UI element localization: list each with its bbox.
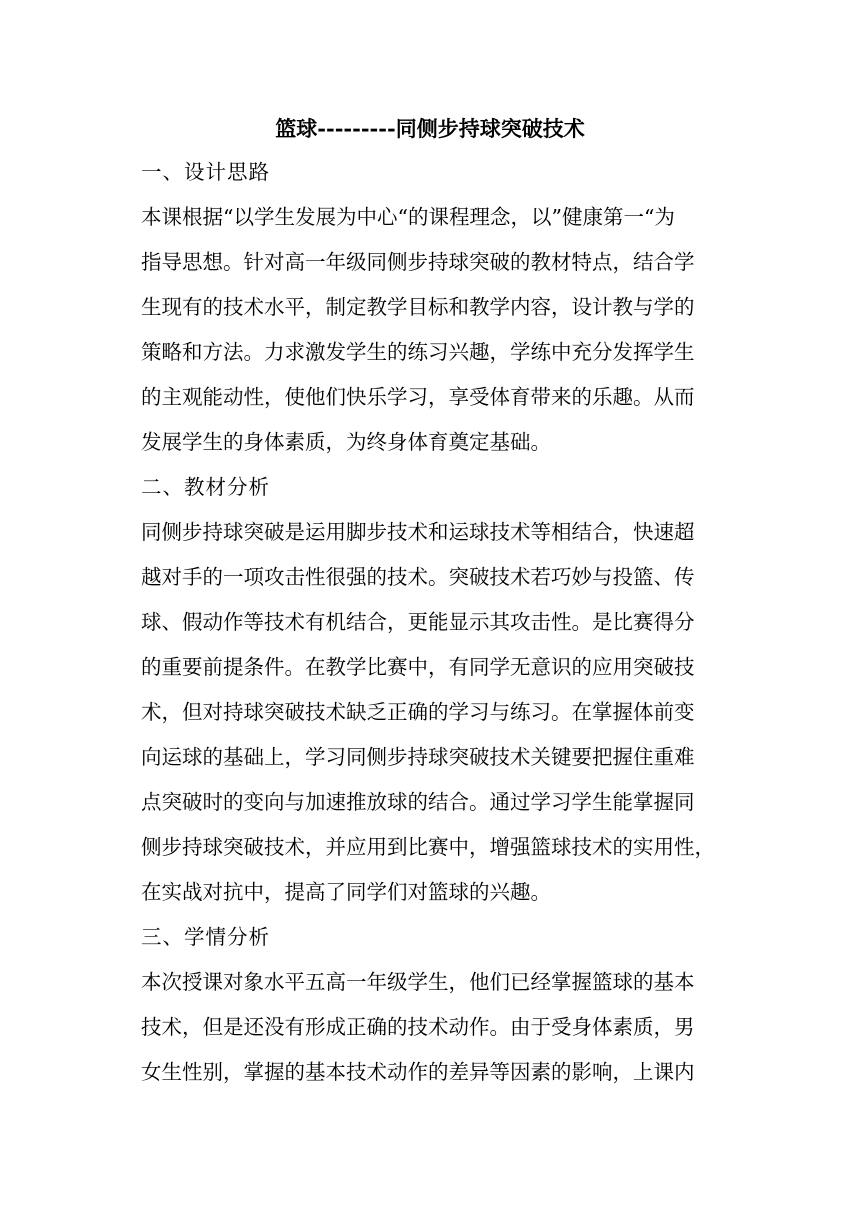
paragraph-line: 球、假动作等技术有机结合，更能显示其攻击性。是比赛得分 — [141, 610, 695, 634]
section-heading: 二、教材分析 — [141, 475, 270, 499]
paragraph-line: 的重要前提条件。在教学比赛中，有同学无意识的应用突破技 — [141, 655, 695, 679]
paragraph-line: 本次授课对象水平五高一年级学生，他们已经掌握篮球的基本 — [141, 970, 695, 994]
paragraph-line: 本课根据“以学生发展为中心“的课程理念，以”健康第一“为 — [141, 205, 675, 229]
section-heading: 三、学情分析 — [141, 925, 270, 949]
section-heading: 一、设计思路 — [141, 160, 270, 184]
paragraph-line: 策略和方法。力求激发学生的练习兴趣，学练中充分发挥学生 — [141, 340, 695, 364]
paragraph-line: 越对手的一项攻击性很强的技术。突破技术若巧妙与投篮、传 — [141, 565, 695, 589]
paragraph-line: 技术，但是还没有形成正确的技术动作。由于受身体素质，男 — [141, 1015, 695, 1039]
paragraph-line: 的主观能动性，使他们快乐学习，享受体育带来的乐趣。从而 — [141, 385, 695, 409]
paragraph-line: 在实战对抗中，提高了同学们对篮球的兴趣。 — [141, 880, 551, 904]
paragraph-line: 侧步持球突破技术，并应用到比赛中，增强篮球技术的实用性， — [141, 835, 715, 859]
paragraph-line: 同侧步持球突破是运用脚步技术和运球技术等相结合，快速超 — [141, 520, 695, 544]
paragraph-line: 术，但对持球突破技术缺乏正确的学习与练习。在掌握体前变 — [141, 700, 695, 724]
paragraph-line: 指导思想。针对高一年级同侧步持球突破的教材特点，结合学 — [141, 250, 695, 274]
paragraph-line: 点突破时的变向与加速推放球的结合。通过学习学生能掌握同 — [141, 790, 695, 814]
paragraph-line: 发展学生的身体素质，为终身体育奠定基础。 — [141, 430, 551, 454]
paragraph-line: 生现有的技术水平，制定教学目标和教学内容，设计教与学的 — [141, 295, 695, 319]
paragraph-line: 女生性别，掌握的基本技术动作的差异等因素的影响，上课内 — [141, 1060, 695, 1084]
document-title: 篮球---------同侧步持球突破技术 — [275, 116, 585, 141]
paragraph-line: 向运球的基础上，学习同侧步持球突破技术关键要把握住重难 — [141, 745, 695, 769]
